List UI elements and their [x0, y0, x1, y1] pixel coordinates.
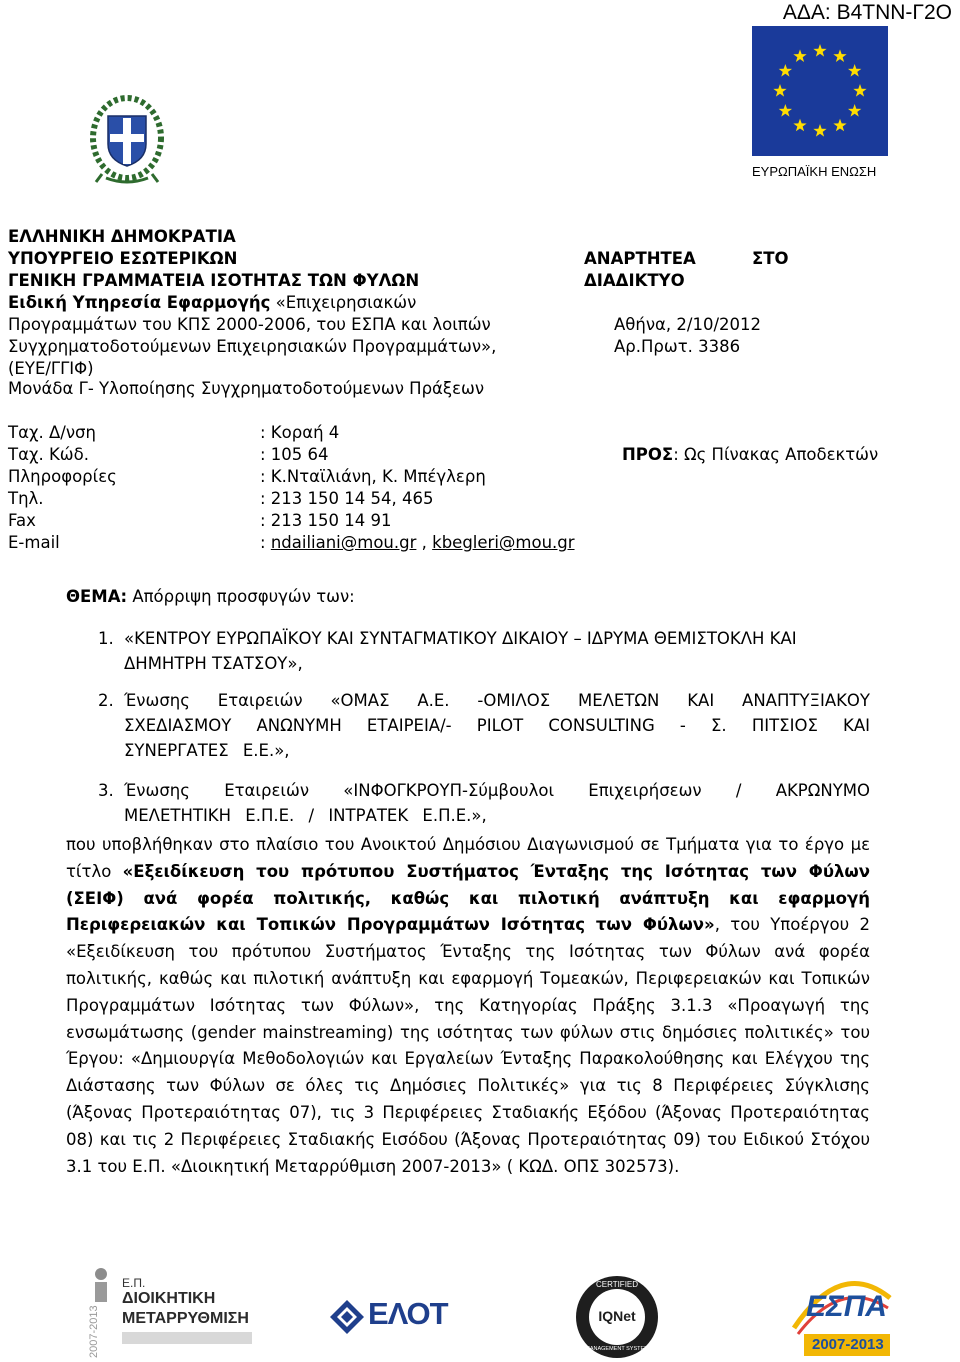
posting-notice-a: ΑΝΑΡΤΗΤΕΑ [584, 249, 696, 268]
info-value: : Κ.Νταϊλιάνη, Κ. Μπέγλερη [260, 467, 486, 486]
header-line6: Συγχρηματοδοτούμενων Επιχειρησιακών Προγραμμάτων», [8, 337, 497, 356]
protocol-number: Αρ.Πρωτ. 3386 [614, 337, 741, 356]
body-text-part1: που υποβλήθηκαν στο πλαίσιο του Ανοικτού Δημόσιου Διαγωνισμού σε Τμήματα για το έργο με τίτλο [66, 835, 870, 881]
posting-notice-b: ΣΤΟ [752, 249, 789, 268]
body-paragraph [66, 832, 870, 1180]
posting-notice-c: ΔΙΑΔΙΚΤΥΟ [584, 271, 685, 290]
tel-value: : 213 150 14 54, 465 [260, 489, 434, 508]
header-line7: (ΕΥΕ/ΓΓΙΦ) [8, 359, 94, 378]
email-separator: , [416, 533, 433, 552]
recipient-value: : Ως Πίνακας Αποδεκτών [673, 445, 879, 464]
greek-coat-of-arms-icon [88, 94, 166, 188]
list-item-number: 2. [98, 691, 114, 710]
address-value: : Κοραή 4 [260, 423, 340, 442]
header-line5: Προγραμμάτων του ΚΠΣ 2000-2006, του ΕΣΠΑ και λοιπών [8, 315, 491, 334]
address-label: Ταχ. Δ/νση [8, 423, 96, 442]
list-item [98, 778, 870, 828]
iqnet-bottom: MANAGEMENT SYSTEM [585, 1346, 649, 1352]
list-item-number: 3. [98, 781, 114, 800]
header-secretariat: ΓΕΝΙΚΗ ΓΡΑΜΜΑΤΕΙΑ ΙΣΟΤΗΤΑΣ ΤΩΝ ΦΥΛΩΝ [8, 271, 420, 290]
zip-value: : 105 64 [260, 445, 329, 464]
email-link-kbegleri[interactable]: kbegleri@mou.gr [432, 533, 575, 552]
elot-diamond-icon [330, 1300, 364, 1334]
list-item-text: «ΚΕΝΤΡΟΥ ΕΥΡΩΠΑΪΚΟΥ ΚΑΙ ΣΥΝΤΑΓΜΑΤΙΚΟΥ ΔΙΚΑΙΟΥ – ΙΔΡΥΜΑ ΘΕΜΙΣΤΟΚΛΗ ΚΑΙ ΔΗΜΗΤΡΗ ΤΣΑΤΣΟΥ», [124, 629, 797, 673]
header-service-name: Ειδική Υπηρεσία Εφαρμογής [8, 293, 271, 312]
email-link-ndailiani[interactable]: ndailiani@mou.gr [270, 533, 417, 552]
iqnet-top: CERTIFIED [595, 1280, 639, 1289]
subject-value: Απόρριψη προσφυγών των: [127, 587, 355, 606]
fax-value: : 213 150 14 91 [260, 511, 392, 530]
header-republic: ΕΛΛΗΝΙΚΗ ΔΗΜΟΚΡΑΤΙΑ [8, 227, 236, 246]
list-item [98, 626, 870, 676]
eu-flag-caption: ΕΥΡΩΠΑΪΚΗ ΕΝΩΣΗ [752, 164, 877, 179]
header-unit: Μονάδα Γ- Υλοποίησης Συγχρηματοδοτούμενων Πράξεων [8, 379, 485, 398]
logo-elot [330, 1296, 454, 1336]
dm-years: 2007-2013 [88, 1305, 100, 1358]
subject [66, 586, 355, 608]
subject-label: ΘΕΜΑ: [66, 587, 128, 606]
header-ministry: ΥΠΟΥΡΓΕΙΟ ΕΣΩΤΕΡΙΚΩΝ [8, 249, 238, 268]
tel-label: Τηλ. [8, 489, 44, 508]
header-service-cont: «Επιχειρησιακών [270, 293, 417, 312]
email-prefix: : [260, 533, 271, 552]
body-text-part3: , του Υποέργου 2 «Εξειδίκευση του πρότυπου Συστήματος Ένταξης της Ισότητας των Φύλων ανά φορέα πολιτικής, καθώς και πιλοτική ανάπτυξη και εφαρμογή Τομεακών, Περιφερειακών και Τοπικών Προγραμμάτων Ισότητας των Φύλων», της Κατηγορίας Πράξης 3.1.3 «Προαγωγή της ενσωμάτωσης (gender mainstreaming) της ισότητας των φύλων στις δημόσιες πολιτικές» του Έργου: «Δημιουργία Μεθοδολογιών και Εργαλείων Ένταξης Παρακολούθησης και Ελέγχου της Διάστασης των Φύλων σε όλες τις Δημόσιες Πολιτικές» για τις 8 Περιφέρειες Σύγκλισης (Άξονας Προτεραιότητας 07), τις 3 Περιφέρειες Σταδιακής Εξόδου (Άξονας Προτεραιότητας 08) και τις 2 Περιφέρειες Σταδιακής Εισόδου (Άξονας Προτεραιότητας 09) του Ειδικού Στόχου 3.1 του Ε.Π. «Διοικητική Μεταρρύθμιση 2007-2013» ( ΚΩΔ. ΟΠΣ 302573). [66, 915, 870, 1176]
header-service [8, 292, 416, 314]
info-label: Πληροφορίες [8, 467, 117, 486]
espa-years: 2007-2013 [812, 1336, 884, 1353]
dm-line1: ΔΙΟΙΚΗΤΙΚΗ [122, 1290, 216, 1307]
dm-line2: ΜΕΤΑΡΡΥΘΜΙΣΗ [122, 1310, 249, 1327]
dm-small-label: Ε.Π. [122, 1276, 146, 1290]
list-item [98, 688, 870, 763]
list-item-text: Ένωσης Εταιρειών «ΙΝΦΟΓΚΡΟΥΠ-Σύμβουλοι Επιχειρήσεων / ΑΚΡΩΝΥΜΟ ΜΕΛΕΤΗΤΙΚΗ Ε.Π.Ε. / ΙΝΤΡΑΤΕΚ Ε.Π.Ε.», [124, 781, 870, 825]
iqnet-name: IQNet [598, 1308, 636, 1324]
document-date: Αθήνα, 2/10/2012 [614, 315, 762, 334]
logo-iqnet [570, 1274, 664, 1360]
recipient [622, 444, 878, 466]
list-item-number: 1. [98, 629, 114, 648]
email-label: E-mail [8, 533, 60, 552]
eu-flag-icon [752, 26, 888, 156]
fax-label: Fax [8, 511, 36, 530]
body-project-title: «Εξειδίκευση του πρότυπου Συστήματος Ένταξης της Ισότητας των Φύλων (ΣΕΙΦ) ανά φορέα πολιτικής, καθώς και πιλοτική ανάπτυξη και εφαρμογή Περιφερειακών και Τοπικών Προγραμμάτων Ισότητας των Φύλων» [66, 861, 870, 935]
zip-label: Ταχ. Κώδ. [8, 445, 89, 464]
recipient-label: ΠΡΟΣ [622, 445, 674, 464]
espa-title: ΕΣΠΑ [806, 1290, 887, 1323]
elot-wordmark: ΕΛΟΤ [368, 1296, 448, 1331]
logo-administrative-reform [86, 1266, 256, 1358]
list-item-text: Ένωσης Εταιρειών «ΟΜΑΣ Α.Ε. -ΟΜΙΛΟΣ ΜΕΛΕΤΩΝ ΚΑΙ ΑΝΑΠΤΥΞΙΑΚΟΥ ΣΧΕΔΙΑΣΜΟΥ ΑΝΩΝΥΜΗ ΕΤΑΙΡΕΙΑ/- PILOT CONSULTING - Σ. ΠΙΤΣΙΟΣ ΚΑΙ ΣΥΝΕΡΓΑΤΕΣ Ε.Ε.», [124, 691, 870, 760]
logo-espa [786, 1268, 896, 1360]
email-values [260, 532, 575, 554]
dm-reflection [122, 1332, 252, 1344]
ada-code: ΑΔΑ: Β4ΤΝΝ-Γ2Ο [782, 1, 952, 24]
